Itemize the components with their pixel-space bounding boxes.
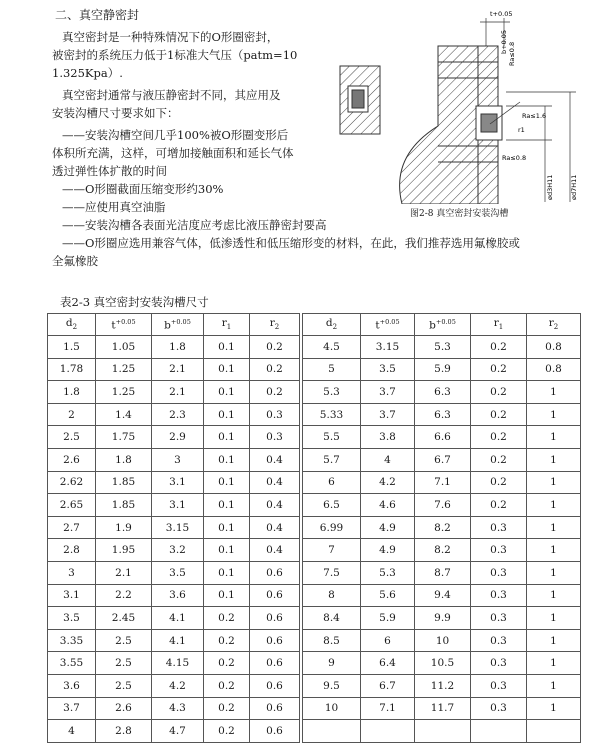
table-row: [303, 471, 581, 494]
table-cell: 6.3: [415, 381, 471, 404]
table-cell: 10.5: [415, 652, 471, 675]
table-body-left: [48, 336, 300, 743]
table-cell: 8.5: [303, 629, 361, 652]
table-cell: 0.2: [471, 381, 527, 404]
table-cell: 6.4: [361, 652, 415, 675]
table-cell: 0.2: [471, 494, 527, 517]
table-cell: [471, 720, 527, 743]
table-cell: 8.2: [415, 516, 471, 539]
table-row: [303, 448, 581, 471]
table-cell: 6: [361, 629, 415, 652]
table-cell: 3.1: [48, 584, 96, 607]
table-cell: 0.2: [250, 336, 300, 359]
table-cell: 2.9: [152, 426, 204, 449]
table-cell: 0.1: [204, 561, 250, 584]
table-cell: 4.3: [152, 697, 204, 720]
table-cell: 1: [527, 607, 581, 630]
table-cell: 0.1: [204, 584, 250, 607]
requirements-line-1: 真空密封通常与液压静密封不同，其应用及: [62, 88, 281, 102]
table-cell: 3.35: [48, 629, 96, 652]
table-row: [303, 336, 581, 359]
table-cell: 5.7: [303, 448, 361, 471]
intro-line-1: 真空密封是一种特殊情况下的O形圈密封，: [62, 30, 279, 44]
table-cell: 7.1: [415, 471, 471, 494]
table-cell: 1: [527, 448, 581, 471]
table-cell: 4.1: [152, 607, 204, 630]
table-cell: 2.5: [96, 629, 152, 652]
table-cell: [527, 720, 581, 743]
table-cell: 9.9: [415, 607, 471, 630]
table-cell: 7.5: [303, 561, 361, 584]
table-cell: 4.2: [361, 471, 415, 494]
table-row: [48, 426, 300, 449]
table-cell: 3.5: [48, 607, 96, 630]
table-cell: 1: [527, 381, 581, 404]
table-cell: 0.4: [250, 539, 300, 562]
table-cell: 1: [527, 516, 581, 539]
table-cell: 2.5: [48, 426, 96, 449]
table-cell: 2.8: [48, 539, 96, 562]
table-cell: 2.1: [96, 561, 152, 584]
table-cell: 3.6: [152, 584, 204, 607]
table-cell: 2.8: [96, 720, 152, 743]
table-cell: 1: [527, 539, 581, 562]
header-d2: $d_2$: [48, 314, 96, 336]
table-row: [48, 448, 300, 471]
table-row: [48, 584, 300, 607]
table-row: [48, 516, 300, 539]
table-cell: 2.1: [152, 358, 204, 381]
table-cell: 4: [361, 448, 415, 471]
table-row: [48, 607, 300, 630]
table-cell: 3.8: [361, 426, 415, 449]
header-r2: $r_2$: [527, 314, 581, 336]
table-cell: 3: [152, 448, 204, 471]
table-cell: 7.1: [361, 697, 415, 720]
table-cell: 0.4: [250, 471, 300, 494]
header-b: $b^{+0.05}$: [415, 314, 471, 336]
table-cell: 5.3: [361, 561, 415, 584]
table-cell: 3.7: [361, 403, 415, 426]
table-cell: 0.4: [250, 516, 300, 539]
table-cell: 2.2: [96, 584, 152, 607]
table-cell: 0.2: [204, 674, 250, 697]
table-cell: 0.3: [471, 674, 527, 697]
table-cell: 0.6: [250, 584, 300, 607]
table-row: [48, 539, 300, 562]
table-row: [48, 697, 300, 720]
table-cell: 1: [527, 697, 581, 720]
table-cell: 2: [48, 403, 96, 426]
table-cell: 0.2: [471, 336, 527, 359]
table-cell: 0.2: [204, 607, 250, 630]
b-tolerance-label: b+0.05: [500, 29, 508, 54]
table-cell: 0.3: [471, 629, 527, 652]
table-cell: 0.2: [204, 652, 250, 675]
intro-line-2: 被密封的系统压力低于1标准大气压（patm=10: [52, 48, 298, 62]
table-cell: 2.5: [96, 652, 152, 675]
bullet-compression: ——O形圈截面压缩变形约30%: [62, 182, 224, 196]
table-cell: 7.6: [415, 494, 471, 517]
table-cell: 3.7: [361, 381, 415, 404]
table-cell: 0.2: [250, 358, 300, 381]
table-cell: 2.6: [96, 697, 152, 720]
table-cell: 5.6: [361, 584, 415, 607]
table-cell: [303, 720, 361, 743]
table-row: [303, 539, 581, 562]
table-cell: 5.3: [415, 336, 471, 359]
groove-table-left: [47, 313, 300, 743]
header-d2: $d_2$: [303, 314, 361, 336]
section-heading: 二、真空静密封: [55, 8, 140, 22]
table-cell: 1: [527, 494, 581, 517]
header-t: $t^{+0.05}$: [96, 314, 152, 336]
table-cell: 10: [415, 629, 471, 652]
table-cell: 0.2: [204, 697, 250, 720]
table-cell: 0.3: [471, 697, 527, 720]
table-cell: 6.7: [415, 448, 471, 471]
table-cell: 4.1: [152, 629, 204, 652]
table-row: [48, 336, 300, 359]
table-cell: 0.1: [204, 539, 250, 562]
table-row: [303, 720, 581, 743]
table-cell: 6.5: [303, 494, 361, 517]
table-cell: 5: [303, 358, 361, 381]
table-row: [303, 358, 581, 381]
table-row: [303, 561, 581, 584]
r1-label: r1: [518, 126, 525, 134]
table-cell: 0.6: [250, 674, 300, 697]
table-cell: 6.3: [415, 403, 471, 426]
table-cell: 0.3: [250, 403, 300, 426]
table-cell: 1: [527, 674, 581, 697]
table-cell: 4.7: [152, 720, 204, 743]
table-row: [48, 471, 300, 494]
table-cell: 0.3: [471, 516, 527, 539]
table-cell: 1.75: [96, 426, 152, 449]
table-cell: 0.4: [250, 494, 300, 517]
table-cell: 0.2: [471, 471, 527, 494]
bullet-material-1: ——O形圈应选用兼容气体，低渗透性和低压缩形变的材料，在此，我们推荐选用氟橡胶或: [62, 236, 520, 250]
table-cell: 3.5: [152, 561, 204, 584]
table-cell: [415, 720, 471, 743]
table-row: [48, 652, 300, 675]
roughness-side-label: Ra≤1.6: [522, 112, 547, 120]
table-cell: 11.7: [415, 697, 471, 720]
table-cell: 1: [527, 561, 581, 584]
table-cell: 1.95: [96, 539, 152, 562]
table-cell: 2.7: [48, 516, 96, 539]
table-cell: 2.5: [96, 674, 152, 697]
roughness-bottom-label: Ra≤0.8: [502, 154, 527, 162]
table-cell: 0.6: [250, 607, 300, 630]
table-cell: 1.8: [96, 448, 152, 471]
table-cell: 8: [303, 584, 361, 607]
table-row: [303, 426, 581, 449]
bullet-groove-fill-1: ——安装沟槽空间几乎100%被O形圈变形后: [62, 128, 289, 142]
table-cell: 1.78: [48, 358, 96, 381]
table-cell: 1.85: [96, 471, 152, 494]
table-row: [303, 607, 581, 630]
table-cell: 0.4: [250, 448, 300, 471]
table-cell: 3.7: [48, 697, 96, 720]
table-cell: 5.9: [415, 358, 471, 381]
table-cell: 4.5: [303, 336, 361, 359]
table-cell: 1: [527, 652, 581, 675]
table-cell: 11.2: [415, 674, 471, 697]
table-cell: 6.99: [303, 516, 361, 539]
table-cell: 0.3: [471, 607, 527, 630]
table-cell: 9: [303, 652, 361, 675]
table-cell: 1: [527, 426, 581, 449]
table-cell: 0.1: [204, 471, 250, 494]
table-cell: 3.1: [152, 494, 204, 517]
table-cell: 3.6: [48, 674, 96, 697]
bullet-material-2: 全氟橡胶: [52, 254, 98, 268]
table-cell: 2.6: [48, 448, 96, 471]
table-cell: 10: [303, 697, 361, 720]
table-cell: 3.1: [152, 471, 204, 494]
table-cell: 1.25: [96, 358, 152, 381]
table-cell: 0.2: [471, 358, 527, 381]
table-cell: 8.4: [303, 607, 361, 630]
table-cell: 0.1: [204, 381, 250, 404]
table-cell: 0.3: [471, 584, 527, 607]
table-cell: 1: [527, 629, 581, 652]
table-cell: 3.2: [152, 539, 204, 562]
table-row: [303, 697, 581, 720]
table-cell: 0.1: [204, 403, 250, 426]
table-cell: 1.85: [96, 494, 152, 517]
table-cell: 0.1: [204, 426, 250, 449]
table-cell: 9.4: [415, 584, 471, 607]
table-cell: 0.3: [471, 561, 527, 584]
table-cell: 4.2: [152, 674, 204, 697]
table-cell: 0.2: [471, 426, 527, 449]
table-cell: 2.62: [48, 471, 96, 494]
table-row: [303, 381, 581, 404]
header-r2: $r_2$: [250, 314, 300, 336]
table-body-right: [303, 336, 581, 743]
bullet-vacuum-grease: ——应使用真空油脂: [62, 200, 166, 214]
table-cell: 0.8: [527, 358, 581, 381]
requirements-line-2: 安装沟槽尺寸要求如下：: [52, 106, 179, 120]
table-cell: 0.3: [250, 426, 300, 449]
table-cell: 0.8: [527, 336, 581, 359]
table-cell: 6.7: [361, 674, 415, 697]
bullet-surface-finish: ——安装沟槽各表面光洁度应考虑比液压静密封要高: [62, 218, 327, 232]
table-cell: 7: [303, 539, 361, 562]
table-cell: 0.2: [204, 629, 250, 652]
table-cell: 4.9: [361, 516, 415, 539]
header-b: $b^{+0.05}$: [152, 314, 204, 336]
figure-caption: 图2-8 真空密封安装沟槽: [410, 209, 509, 219]
table-cell: 1.9: [96, 516, 152, 539]
table-cell: 2.45: [96, 607, 152, 630]
d7-label: ød7H11: [570, 174, 578, 200]
table-cell: 1: [527, 403, 581, 426]
table-cell: 0.6: [250, 697, 300, 720]
table-cell: 4: [48, 720, 96, 743]
table-cell: 5.33: [303, 403, 361, 426]
table-cell: 0.6: [250, 561, 300, 584]
table-cell: 0.2: [471, 448, 527, 471]
table-cell: 4.6: [361, 494, 415, 517]
table-cell: 1.8: [48, 381, 96, 404]
table-cell: 0.1: [204, 516, 250, 539]
table-cell: 4.15: [152, 652, 204, 675]
table-cell: 3.55: [48, 652, 96, 675]
detail-view: [340, 66, 380, 134]
table-cell: 0.6: [250, 629, 300, 652]
table-cell: 1: [527, 471, 581, 494]
bullet-groove-fill-3: 透过弹性体扩散的时间: [52, 164, 167, 178]
table-cell: 8.7: [415, 561, 471, 584]
table-cell: 1.4: [96, 403, 152, 426]
table-row: [48, 358, 300, 381]
d3-label: ød3H11: [546, 174, 554, 200]
table-cell: [361, 720, 415, 743]
groove-diagram: [330, 6, 595, 204]
table-cell: 0.6: [250, 720, 300, 743]
table-cell: 2.1: [152, 381, 204, 404]
bullet-groove-fill-2: 体积所充满，这样，可增加接触面积和延长气体: [52, 146, 294, 160]
table-row: [303, 494, 581, 517]
table-cell: 1.25: [96, 381, 152, 404]
table-cell: 4.9: [361, 539, 415, 562]
table-cell: 1.5: [48, 336, 96, 359]
table-row: [303, 674, 581, 697]
table-cell: 3.5: [361, 358, 415, 381]
table-row: [48, 720, 300, 743]
table-cell: 9.5: [303, 674, 361, 697]
table-cell: 3.15: [152, 516, 204, 539]
table-cell: 2.65: [48, 494, 96, 517]
table-cell: 3: [48, 561, 96, 584]
table-cell: 5.3: [303, 381, 361, 404]
table-cell: 0.3: [471, 539, 527, 562]
table-cell: 3.15: [361, 336, 415, 359]
table-cell: 0.2: [471, 403, 527, 426]
table-cell: 1: [527, 584, 581, 607]
table-cell: 0.2: [250, 381, 300, 404]
table-cell: 1.8: [152, 336, 204, 359]
table-row: [48, 403, 300, 426]
table-cell: 0.3: [471, 652, 527, 675]
table-cell: 2.3: [152, 403, 204, 426]
table-row: [303, 584, 581, 607]
table-cell: 0.1: [204, 494, 250, 517]
table-header-row: [48, 314, 300, 336]
table-row: [48, 674, 300, 697]
header-t: $t^{+0.05}$: [361, 314, 415, 336]
table-row: [303, 403, 581, 426]
intro-line-3: 1.325Kpa）.: [52, 66, 123, 80]
table-cell: 8.2: [415, 539, 471, 562]
table-row: [48, 561, 300, 584]
table-row: [303, 629, 581, 652]
table-row: [48, 629, 300, 652]
header-r1: $r_1$: [471, 314, 527, 336]
table-cell: 0.1: [204, 448, 250, 471]
table-cell: 6.6: [415, 426, 471, 449]
table-cell: 0.6: [250, 652, 300, 675]
table-title: 表2-3 真空密封安装沟槽尺寸: [60, 295, 209, 309]
table-cell: 1.05: [96, 336, 152, 359]
table-cell: 5.9: [361, 607, 415, 630]
table-cell: 5.5: [303, 426, 361, 449]
roughness-top-label: Ra≤0.8: [508, 41, 516, 66]
table-row: [303, 516, 581, 539]
table-cell: 6: [303, 471, 361, 494]
table-row: [303, 652, 581, 675]
table-row: [48, 494, 300, 517]
table-row: [48, 381, 300, 404]
table-header-row: [303, 314, 581, 336]
header-r1: $r_1$: [204, 314, 250, 336]
table-cell: 0.1: [204, 336, 250, 359]
table-cell: 0.1: [204, 358, 250, 381]
t-tolerance-label: t+0.05: [490, 10, 513, 18]
table-cell: 0.2: [204, 720, 250, 743]
groove-table-right: [302, 313, 581, 743]
